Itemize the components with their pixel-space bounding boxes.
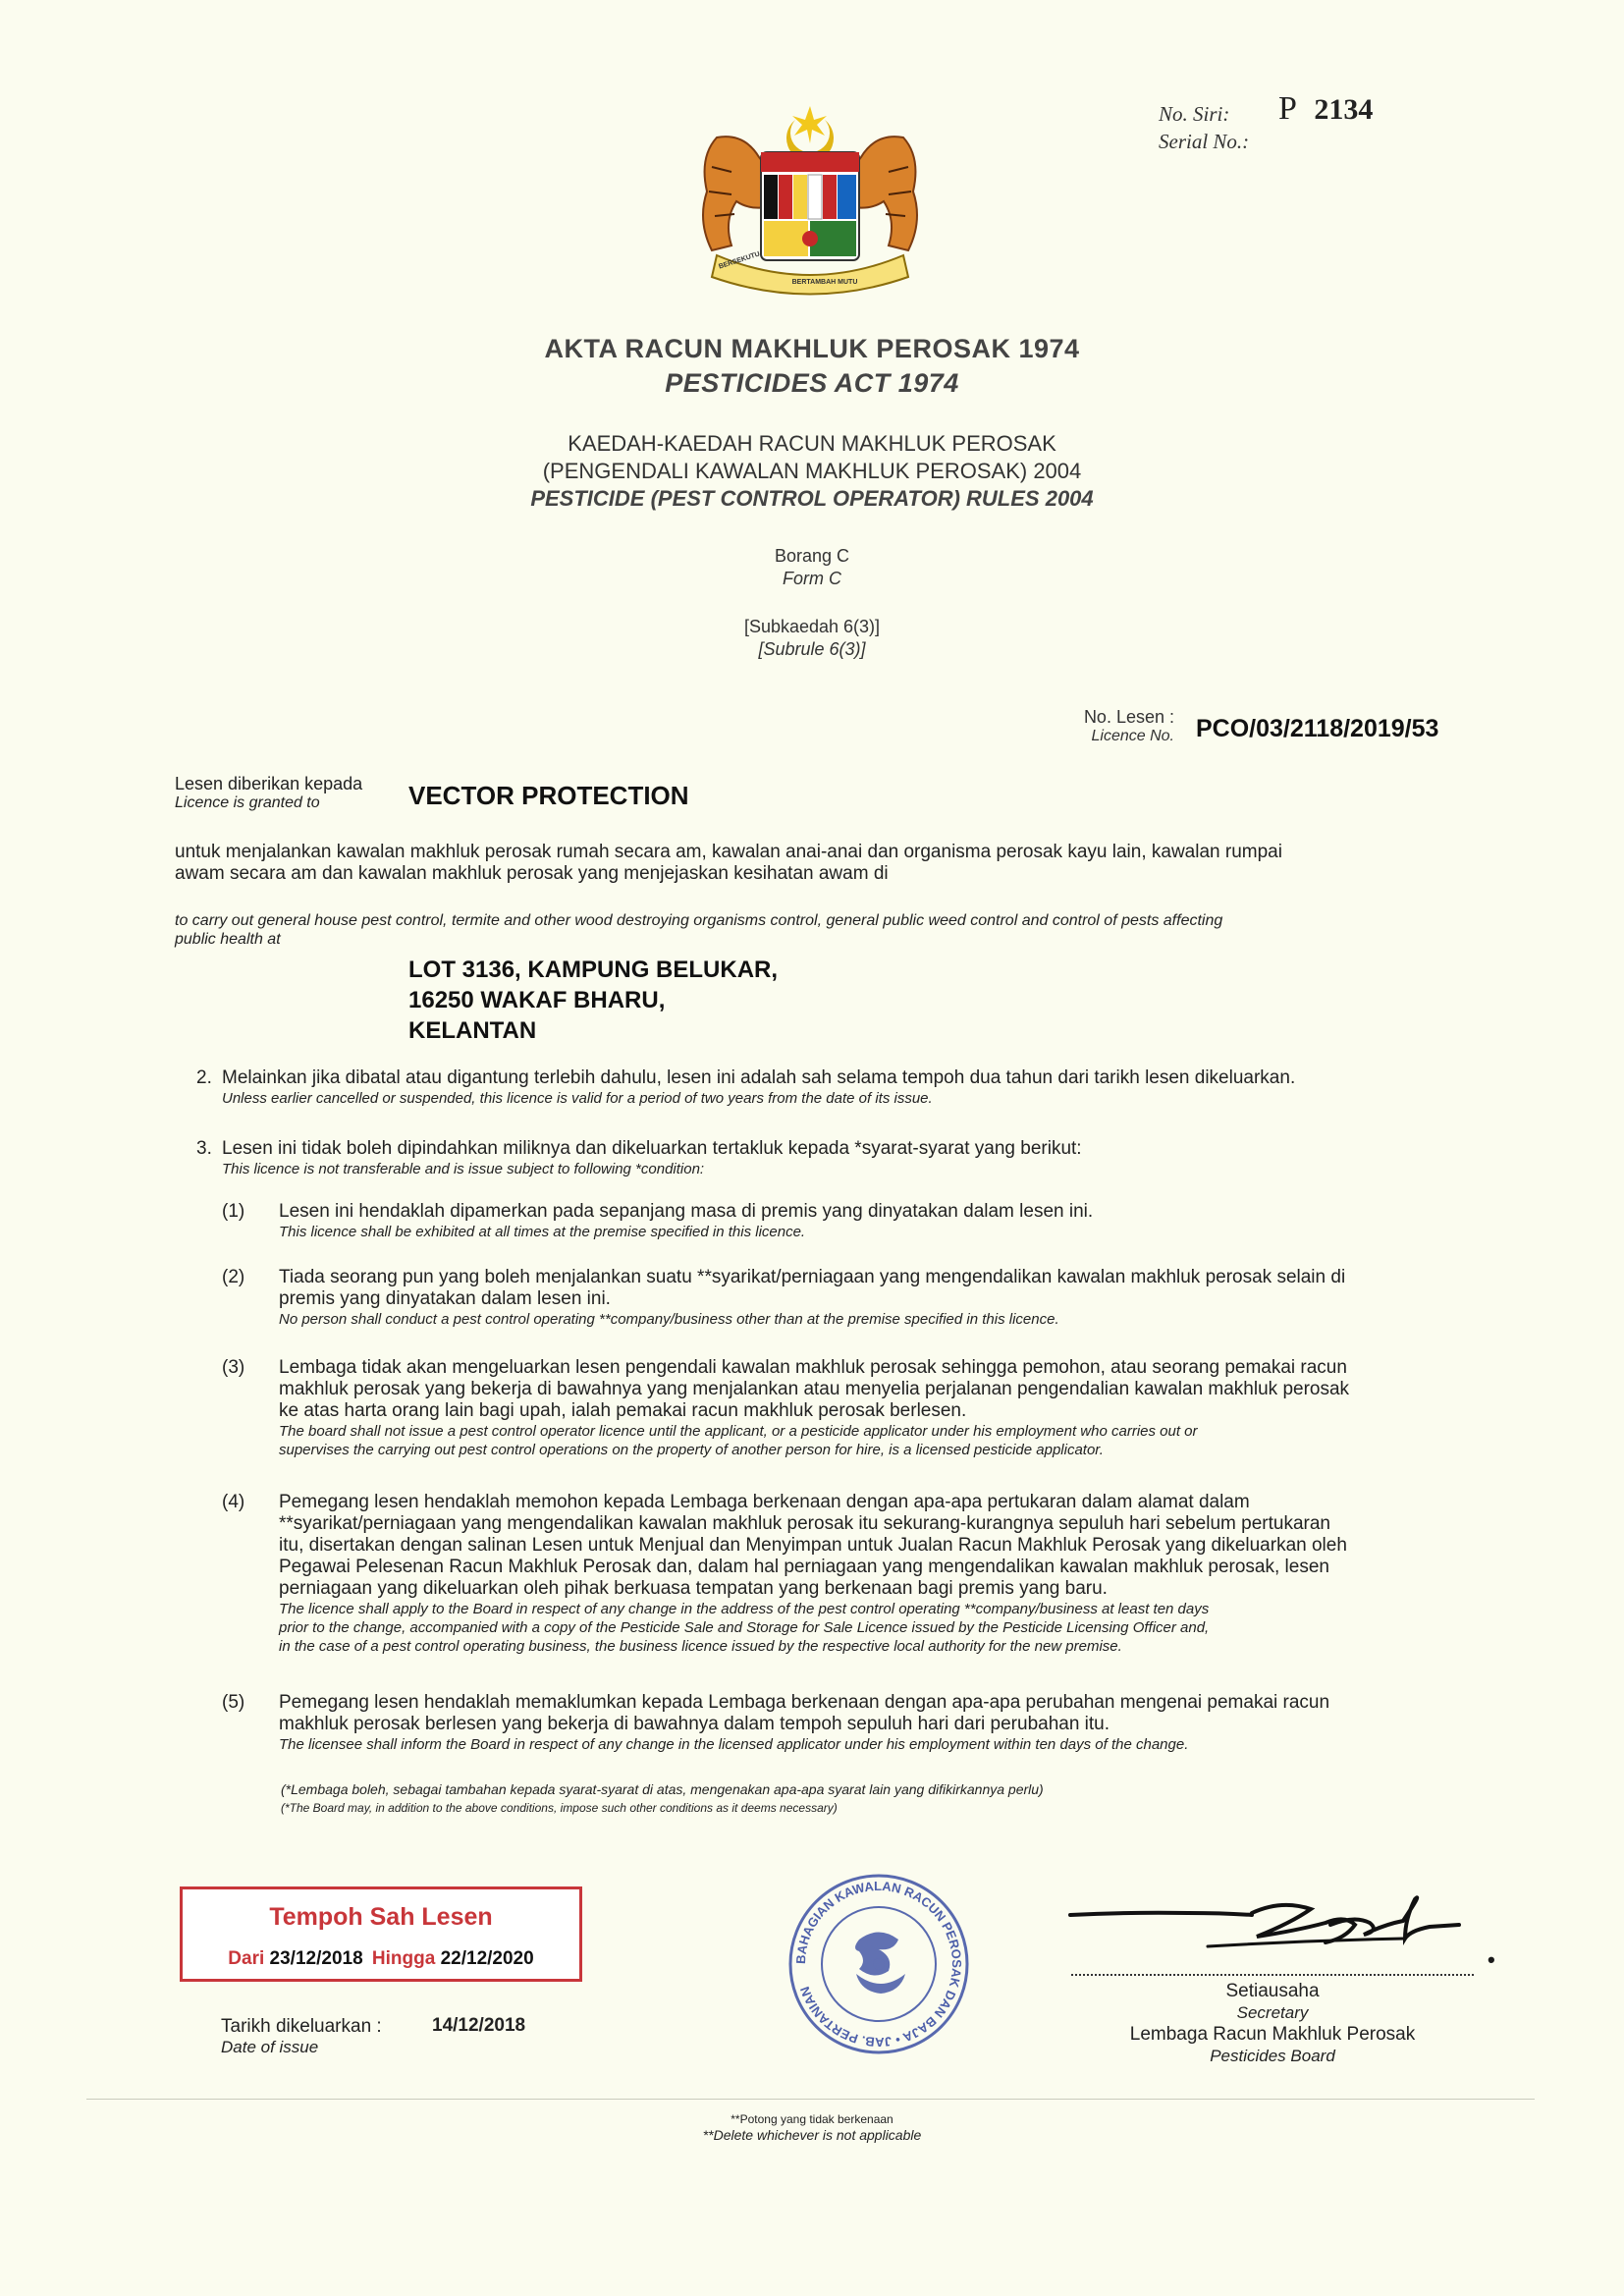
licence-no-label-en: Licence No.: [1091, 728, 1174, 744]
condition4-num: (4): [222, 1492, 245, 1512]
clause3-en: This licence is not transferable and is issue subject to following *condition:: [222, 1161, 705, 1177]
condition2-en: No person shall conduct a pest control operating **company/business other than at the premise specified in this licence.: [279, 1311, 1059, 1328]
seal-text: BAHAGIAN KAWALAN RACUN PEROSAK DAN BAJA • JAB. PERTANIAN: [792, 1878, 965, 2050]
address-line3: KELANTAN: [408, 1017, 537, 1044]
grantee-label-en: Licence is granted to: [175, 794, 320, 811]
address-line2: 16250 WAKAF BHARU,: [408, 987, 666, 1013]
subrule-en: [Subrule 6(3)]: [758, 639, 866, 659]
signatory-title-ms: Setiausaha: [1225, 1981, 1320, 2001]
condition4-ms-line4: Pegawai Pelesenan Racun Makhluk Perosak dan, dalam hal perniagaan yang mengendalikan kawalan makhluk perosak, lesen: [279, 1557, 1329, 1577]
serial-number: [1278, 90, 1373, 128]
crest-motto-right: BERTAMBAH MUTU: [791, 279, 858, 286]
condition5-en: The licensee shall inform the Board in respect of any change in the licensed applicator under his employment within ten days of the change.: [279, 1736, 1189, 1753]
condition2: [279, 1267, 1345, 1329]
grantee-label-ms: Lesen diberikan kepada: [175, 774, 363, 793]
condition3-ms-line3: ke atas harta orang lain bagi upah, ialah pemakai racun makhluk perosak berlesen.: [279, 1400, 967, 1421]
purpose-en-line1: to carry out general house pest control, termite and other wood destroying organisms control, general public weed control and control of pests affecting: [175, 912, 1223, 929]
seal-text-svg: [785, 1871, 972, 2057]
official-seal: [785, 1871, 972, 2057]
condition5: [279, 1692, 1329, 1754]
condition5-ms-line1: Pemegang lesen hendaklah memaklumkan kepada Lembaga berkenaan dengan apa-apa perubahan mengenai pemakai racun: [279, 1692, 1330, 1713]
bottom-note-en: **Delete whichever is not applicable: [702, 2127, 922, 2143]
issue-label-en: Date of issue: [221, 2038, 319, 2056]
clause3: [222, 1138, 1082, 1178]
address-line1: LOT 3136, KAMPUNG BELUKAR,: [408, 957, 779, 983]
signature-line: [1071, 1974, 1474, 1976]
purpose-en-line2: public health at: [175, 931, 281, 948]
clause2-ms: Melainkan jika dibatal atau digantung terlebih dahulu, lesen ini adalah sah selama tempoh dua tahun dari tarikh lesen dikeluarkan.: [222, 1067, 1296, 1088]
validity-dates: [183, 1948, 579, 1970]
serial-label-ms: No. Siri:: [1159, 102, 1230, 126]
clause2-en: Unless earlier cancelled or suspended, this licence is valid for a period of two years from the date of its issue.: [222, 1090, 933, 1107]
validity-from-date: 23/12/2018: [269, 1948, 363, 1969]
condition3-en-line1: The board shall not issue a pest control operator licence until the applicant, or a pesticide applicator under his employment who carries out or: [279, 1423, 1198, 1440]
act-title-en: PESTICIDES ACT 1974: [665, 368, 959, 398]
validity-from-label: Dari: [228, 1948, 265, 1969]
condition4-ms-line3: itu, disertakan dengan salinan Lesen untuk Menjual dan Menyimpan untuk Jualan Racun Makhluk Perosak yang dikeluarkan oleh: [279, 1535, 1347, 1556]
footnote-en: (*The Board may, in addition to the above conditions, impose such other conditions as it deems necessary): [281, 1801, 838, 1815]
clause2: [222, 1067, 1295, 1108]
purpose-ms-line2: awam secara am dan kawalan makhluk perosak yang menjejaskan kesihatan awam di: [175, 863, 889, 884]
rules-title-en: PESTICIDE (PEST CONTROL OPERATOR) RULES 2004: [530, 486, 1094, 511]
condition1-num: (1): [222, 1201, 245, 1222]
address-block: [408, 955, 778, 1046]
condition4-en-line1: The licence shall apply to the Board in respect of any change in the address of the pest control operating **company/business at least ten days: [279, 1601, 1210, 1617]
clause2-num: 2.: [196, 1067, 212, 1088]
grantee-name: VECTOR PROTECTION: [408, 781, 689, 810]
signatory-org-ms: Lembaga Racun Makhluk Perosak: [1129, 2024, 1416, 2045]
subrule-ms: [Subkaedah 6(3)]: [743, 617, 881, 636]
signature: [1065, 1886, 1507, 1979]
signatory-org-en: Pesticides Board: [1210, 2047, 1335, 2065]
condition4-en-line3: in the case of a pest control operating business, the business licence issued by the respective local authority for the new premise.: [279, 1638, 1122, 1655]
grantee-label: [175, 774, 362, 812]
bottom-note-ms: **Potong yang tidak berkenaan: [731, 2112, 893, 2126]
condition5-ms-line2: makhluk perosak berlesen yang bekerja di bawahnya dalam tempoh sepuluh hari dari perubahan itu.: [279, 1714, 1110, 1734]
serial-prefix: P: [1278, 90, 1297, 127]
condition2-num: (2): [222, 1267, 245, 1287]
condition2-ms-line1: Tiada seorang pun yang boleh menjalankan suatu **syarikat/perniagaan yang mengendalikan kawalan makhluk perosak selain di: [279, 1267, 1346, 1287]
condition1-ms: Lesen ini hendaklah dipamerkan pada sepanjang masa di premis yang dinyatakan dalam lesen ini.: [279, 1201, 1094, 1222]
footer-divider: [86, 2099, 1535, 2100]
condition3-num: (3): [222, 1357, 245, 1378]
signatory-block: [1071, 1981, 1474, 2067]
purpose-ms: [175, 842, 1282, 885]
condition4-ms-line1: Pemegang lesen hendaklah memohon kepada Lembaga berkenaan dengan apa-apa pertukaran dalam alamat dalam: [279, 1492, 1250, 1512]
purpose-en: [175, 911, 1222, 949]
validity-to-date: 22/12/2020: [440, 1948, 534, 1969]
condition4-ms-line5: perniagaan yang dikeluarkan oleh pihak berkuasa tempatan yang berkenaan bagi premis yang baru.: [279, 1578, 1108, 1599]
issue-date-label: [221, 2016, 382, 2057]
condition3: [279, 1357, 1349, 1459]
validity-stamp: [180, 1886, 582, 1982]
condition4-en-line2: prior to the change, accompanied with a copy of the Pesticide Sale and Storage for Sale Licence issued by the Pesticide Licensing Officer and,: [279, 1619, 1210, 1636]
condition2-ms-line2: premis yang dinyatakan dalam lesen ini.: [279, 1288, 611, 1309]
validity-to-label: Hingga: [371, 1948, 436, 1969]
crest-motto-left: BERSEKUTU: [718, 250, 761, 271]
licence-no-label: [1076, 707, 1174, 745]
condition3-ms-line1: Lembaga tidak akan mengeluarkan lesen pengendali kawalan makhluk perosak sehingga pemohon, atau seorang pemakai racun: [279, 1357, 1347, 1378]
issue-date-value: 14/12/2018: [432, 2015, 526, 2036]
signature-icon: [1065, 1886, 1507, 1979]
validity-title: Tempoh Sah Lesen: [269, 1903, 493, 1931]
purpose-ms-line1: untuk menjalankan kawalan makhluk perosak rumah secara am, kawalan anai-anai dan organisma perosak kayu lain, kawalan rumpai: [175, 842, 1282, 862]
seal-text-ring: [785, 1871, 972, 2057]
form-label-en: Form C: [783, 569, 841, 588]
footnote-ms: (*Lembaga boleh, sebagai tambahan kepada syarat-syarat di atas, mengenakan apa-apa syarat lain yang difikirkannya perlu): [281, 1781, 1044, 1797]
serial-label: [1159, 100, 1249, 155]
form-label-ms: Borang C: [774, 546, 850, 566]
svg-text:BAHAGIAN KAWALAN RACUN PEROSAK: [793, 1879, 964, 2050]
condition3-ms-line2: makhluk perosak yang bekerja di bawahnya yang menjalankan atau menyelia perjalanan pengendalian kawalan makhluk perosak: [279, 1379, 1350, 1399]
licence-no-value: PCO/03/2118/2019/53: [1196, 715, 1439, 742]
signature-dot: •: [1488, 1947, 1495, 1972]
condition1-en: This licence shall be exhibited at all times at the premise specified in this licence.: [279, 1224, 806, 1240]
act-title-ms: AKTA RACUN MAKHLUK PEROSAK 1974: [544, 334, 1080, 363]
condition4: [279, 1492, 1347, 1656]
serial-label-en: Serial No.:: [1159, 130, 1250, 153]
licence-no-label-ms: No. Lesen :: [1083, 707, 1174, 727]
footnote: [281, 1780, 1044, 1818]
condition5-num: (5): [222, 1692, 245, 1713]
clause3-ms: Lesen ini tidak boleh dipindahkan miliknya dan dikeluarkan tertakluk kepada *syarat-syarat yang berikut:: [222, 1138, 1082, 1159]
condition1: [279, 1201, 1093, 1241]
issue-label-ms: Tarikh dikeluarkan :: [221, 2016, 382, 2037]
rules-title-line2: (PENGENDALI KAWALAN MAKHLUK PEROSAK) 2004: [542, 459, 1082, 483]
serial-value: 2134: [1314, 93, 1374, 126]
condition4-ms-line2: **syarikat/perniagaan yang mengendalikan kawalan makhluk perosak itu sekurang-kurangnya sepuluh hari sebelum pertukaran: [279, 1513, 1330, 1534]
clause3-num: 3.: [196, 1138, 212, 1159]
rules-title-line1: KAEDAH-KAEDAH RACUN MAKHLUK PEROSAK: [568, 431, 1056, 456]
signatory-title-en: Secretary: [1236, 2003, 1309, 2022]
condition3-en-line2: supervises the carrying out pest control operations on the property of another person for hire, is a licensed pesticide applicator.: [279, 1442, 1104, 1458]
